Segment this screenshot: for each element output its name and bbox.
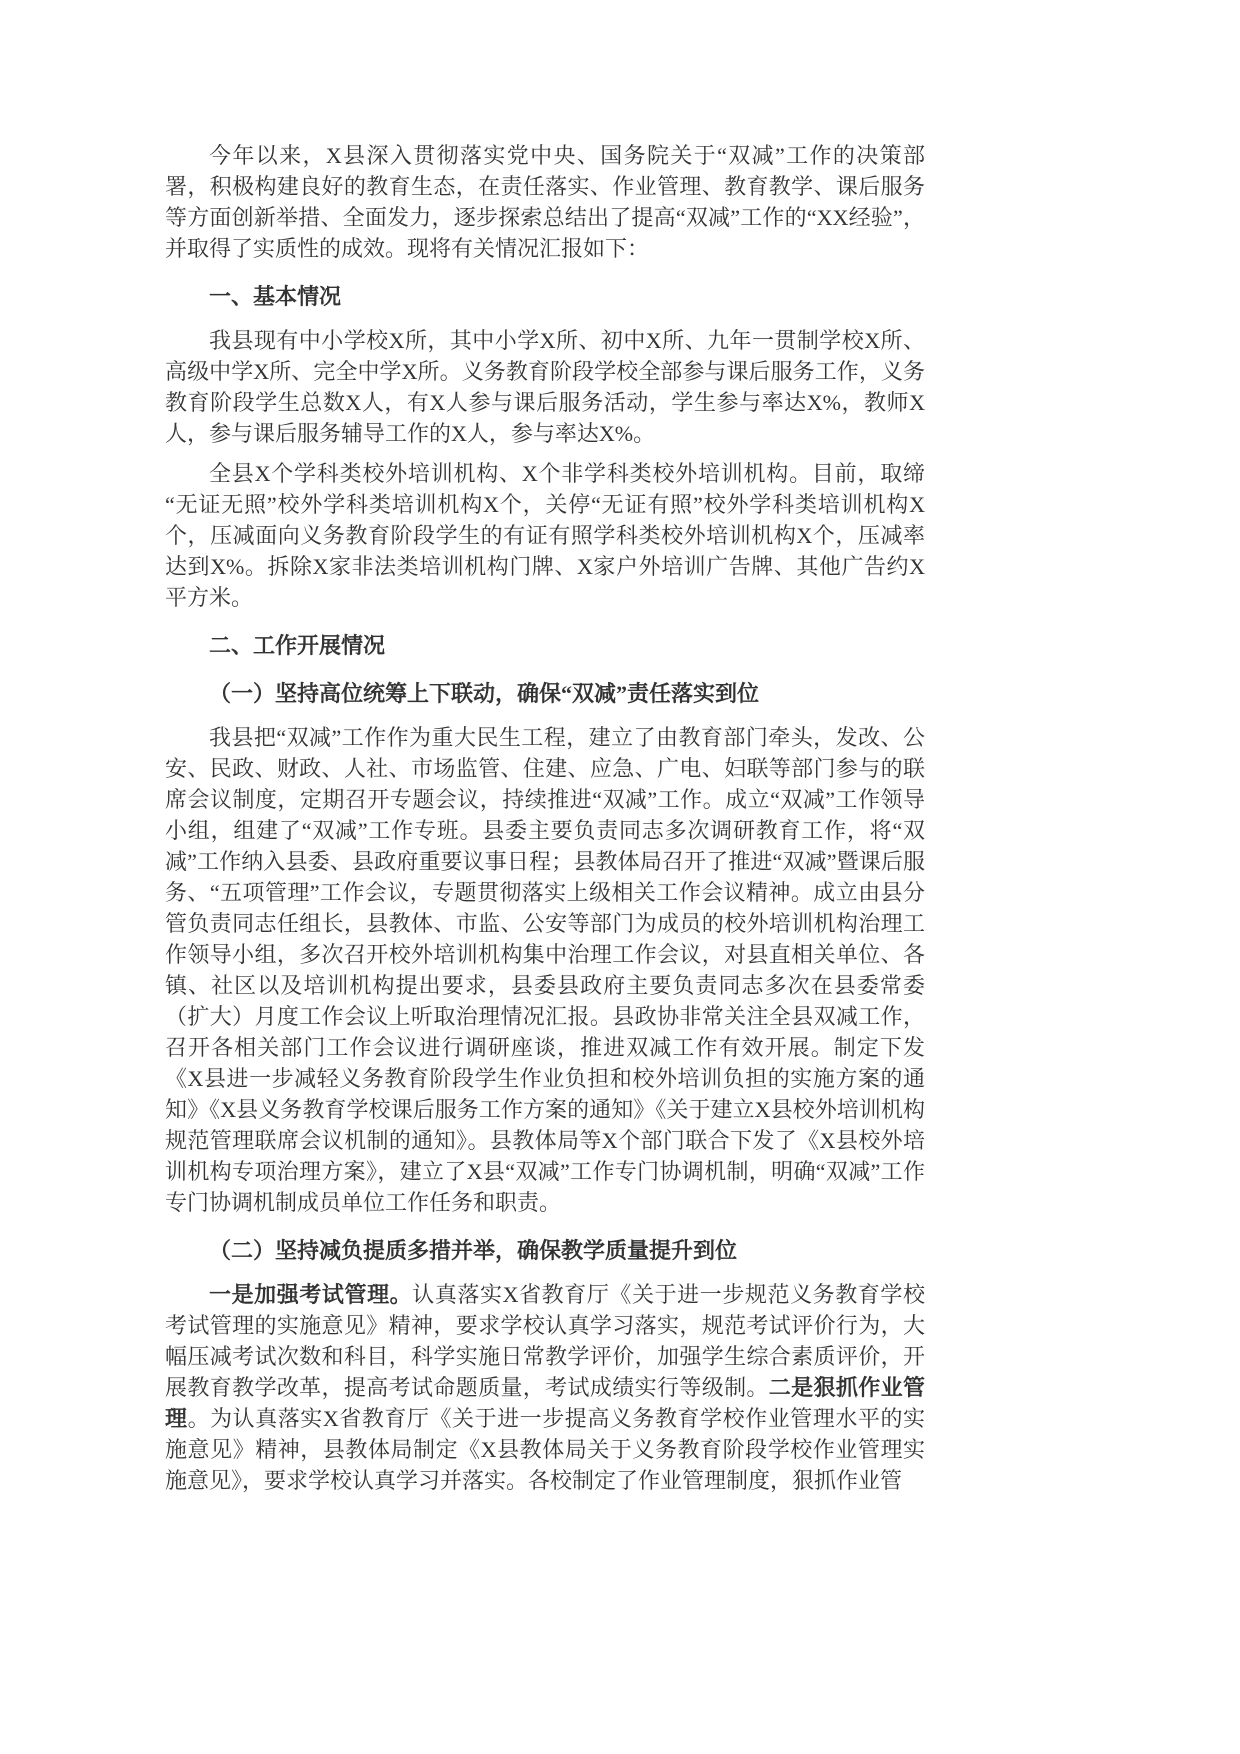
sub-quality-paragraph [165,1279,925,1496]
sub-responsibility-paragraph: 我县把“双减”工作作为重大民生工程，建立了由教育部门牵头，发改、公安、民政、财政、人社、市场监管、住建、应急、广电、妇联等部门参与的联席会议制度，定期召开专题会议，持续推进“双减”工作。成立“双减”工作领导小组，组建了“双减”工作专班。县委主要负责同志多次调研教育工作，将“双减”工作纳入县委、县政府重要议事日程；县教体局召开了推进“双减”暨课后服务、“五项管理”工作会议，专题贯彻落实上级相关工作会议精神。成立由县分管负责同志任组长，县教体、市监、公安等部门为成员的校外培训机构治理工作领导小组，多次召开校外培训机构集中治理工作会议，对县直相关单位、各镇、社区以及培训机构提出要求，县委县政府主要负责同志多次在县委常委（扩大）月度工作会议上听取治理情况汇报。县政协非常关注全县双减工作，召开各相关部门工作会议进行调研座谈，推进双减工作有效开展。制定下发《X县进一步减轻义务教育阶段学生作业负担和校外培训负担的实施方案的通知》《X县义务教育学校课后服务工作方案的通知》《关于建立X县校外培训机构规范管理联席会议机制的通知》。县教体局等X个部门联合下发了《X县校外培训机构专项治理方案》，建立了X县“双减”工作专门协调机制，明确“双减”工作专门协调机制成员单位工作任务和职责。 [165,725,925,1215]
bold-run-homework-management: 二是狠抓作业管理 [165,1375,925,1431]
bold-run-exam-management: 一是加强考试管理。 [209,1282,413,1307]
text-run-homework-management: 。为认真落实X省教育厅《关于进一步提高义务教育学校作业管理水平的实施意见》精神，县教体局制定《X县教体局关于义务教育阶段学校作业管理实施意见》，要求学校认真学习并落实。各校制定了作业管理制度，狠抓作业管 [165,1406,925,1493]
section-work-heading: 二、工作开展情况 [209,633,386,658]
sub-responsibility-heading: （一）坚持高位统筹上下联动，确保“双减”责任落实到位 [209,681,760,706]
sub-quality-heading: （二）坚持减负提质多措并举，确保教学质量提升到位 [209,1238,738,1263]
intro-paragraph: 今年以来，X县深入贯彻落实党中央、国务院关于“双减”工作的决策部署，积极构建良好的教育生态，在责任落实、作业管理、教育教学、课后服务等方面创新举措、全面发力，逐步探索总结出了提高“双减”工作的“XX经验”，并取得了实质性的成效。现将有关情况汇报如下： [165,143,925,261]
text-run-exam-management: 认真落实X省教育厅《关于进一步规范义务教育学校考试管理的实施意见》精神，要求学校认真学习落实，规范考试评价行为，大幅压减考试次数和科目，科学实施日常教学评价，加强学生综合素质评价，开展教育教学改革，提高考试命题质量，考试成绩实行等级制。 [165,1282,925,1400]
section-basic-paragraph-schools: 我县现有中小学校X所，其中小学X所、初中X所、九年一贯制学校X所、高级中学X所、完全中学X所。义务教育阶段学校全部参与课后服务工作，义务教育阶段学生总数X人，有X人参与课后服务活动，学生参与率达X%，教师X人，参与课后服务辅导工作的X人，参与率达X%。 [165,328,925,446]
section-basic-heading: 一、基本情况 [209,284,342,309]
section-basic-paragraph-training: 全县X个学科类校外培训机构、X个非学科类校外培训机构。目前，取缔“无证无照”校外学科类培训机构X个，关停“无证有照”校外学科类培训机构X个，压减面向义务教育阶段学生的有证有照学科类校外培训机构X个，压减率达到X%。拆除X家非法类培训机构门牌、X家户外培训广告牌、其他广告约X平方米。 [165,461,925,610]
